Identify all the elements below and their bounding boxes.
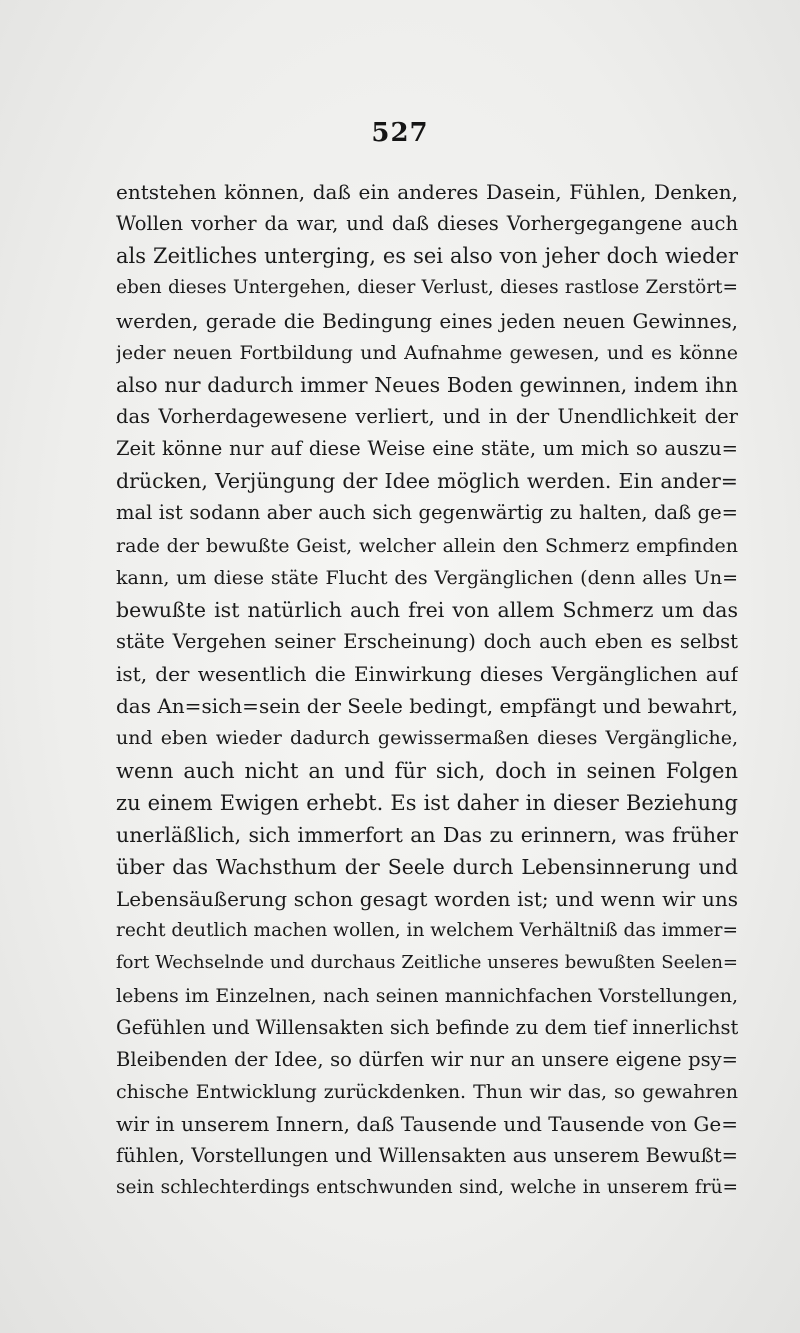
text-line: drücken, Verjüngung der Idee möglich werden. Ein ander= xyxy=(116,469,738,494)
text-line: wir in unserem Innern, daß Tausende und Tausende von Ge= xyxy=(116,1112,738,1137)
text-line: chische Entwicklung zurückdenken. Thun wir das, so gewahren xyxy=(116,1080,738,1103)
page-number: 527 xyxy=(371,118,429,148)
text-line: fort Wechselnde und durchaus Zeitliche unseres bewußten Seelen= xyxy=(116,952,738,974)
text-line: rade der bewußte Geist, welcher allein den Schmerz empfinden xyxy=(116,534,738,557)
text-line: zu einem Ewigen erhebt. Es ist daher in dieser Beziehung xyxy=(116,790,738,815)
text-line: ist, der wesentlich die Einwirkung dieses Vergänglichen auf xyxy=(116,662,738,687)
text-line: sein schlechterdings entschwunden sind, welche in unserem frü= xyxy=(116,1177,738,1199)
text-line: das An=sich=sein der Seele bedingt, empfängt und bewahrt, xyxy=(116,694,738,719)
text-line: mal ist sodann aber auch sich gegenwärtig zu halten, daß ge= xyxy=(116,501,738,525)
text-line: jeder neuen Fortbildung und Aufnahme gewesen, und es könne xyxy=(116,341,738,364)
text-line: unerläßlich, sich immerfort an Das zu erinnern, was früher xyxy=(116,822,738,847)
text-line: Bleibenden der Idee, so dürfen wir nur an unsere eigene psy= xyxy=(116,1047,738,1071)
text-line: das Vorherdagewesene verliert, und in der Unendlichkeit der xyxy=(116,404,738,428)
text-line: bewußte ist natürlich auch frei von allem Schmerz um das xyxy=(116,597,738,622)
text-line: recht deutlich machen wollen, in welchem Verhältniß das immer= xyxy=(116,920,738,942)
text-line: Wollen vorher da war, und daß dieses Vorhergegangene auch xyxy=(116,212,738,236)
text-line: fühlen, Vorstellungen und Willensakten aus unserem Bewußt= xyxy=(116,1144,738,1168)
text-line: als Zeitliches unterging, es sei also von jeher doch wieder xyxy=(116,244,738,269)
text-line: wenn auch nicht an und für sich, doch in seinen Folgen xyxy=(116,758,738,783)
text-line: Gefühlen und Willensakten sich befinde zu dem tief innerlichst xyxy=(116,1015,738,1039)
text-line: Zeit könne nur auf diese Weise eine stäte, um mich so auszu= xyxy=(116,437,738,461)
text-line: eben dieses Untergehen, dieser Verlust, dieses rastlose Zerstört= xyxy=(116,277,738,299)
text-line: kann, um diese stäte Flucht des Vergänglichen (denn alles Un= xyxy=(116,566,738,589)
text-line: Lebensäußerung schon gesagt worden ist; und wenn wir uns xyxy=(116,887,738,912)
text-line: werden, gerade die Bedingung eines jeden neuen Gewinnes, xyxy=(116,308,738,333)
text-line: über das Wachsthum der Seele durch Lebensinnerung und xyxy=(116,854,738,879)
text-line: stäte Vergehen seiner Erscheinung) doch auch eben es selbst xyxy=(116,629,738,653)
text-line: also nur dadurch immer Neues Boden gewinnen, indem ihn xyxy=(116,372,738,397)
text-line: entstehen können, daß ein anderes Dasein, Fühlen, Denken, xyxy=(116,180,738,204)
body-text xyxy=(116,176,738,1205)
text-line: lebens im Einzelnen, nach seinen mannichfachen Vorstellungen, xyxy=(116,984,738,1007)
text-line: und eben wieder dadurch gewissermaßen dieses Vergängliche, xyxy=(116,727,738,750)
